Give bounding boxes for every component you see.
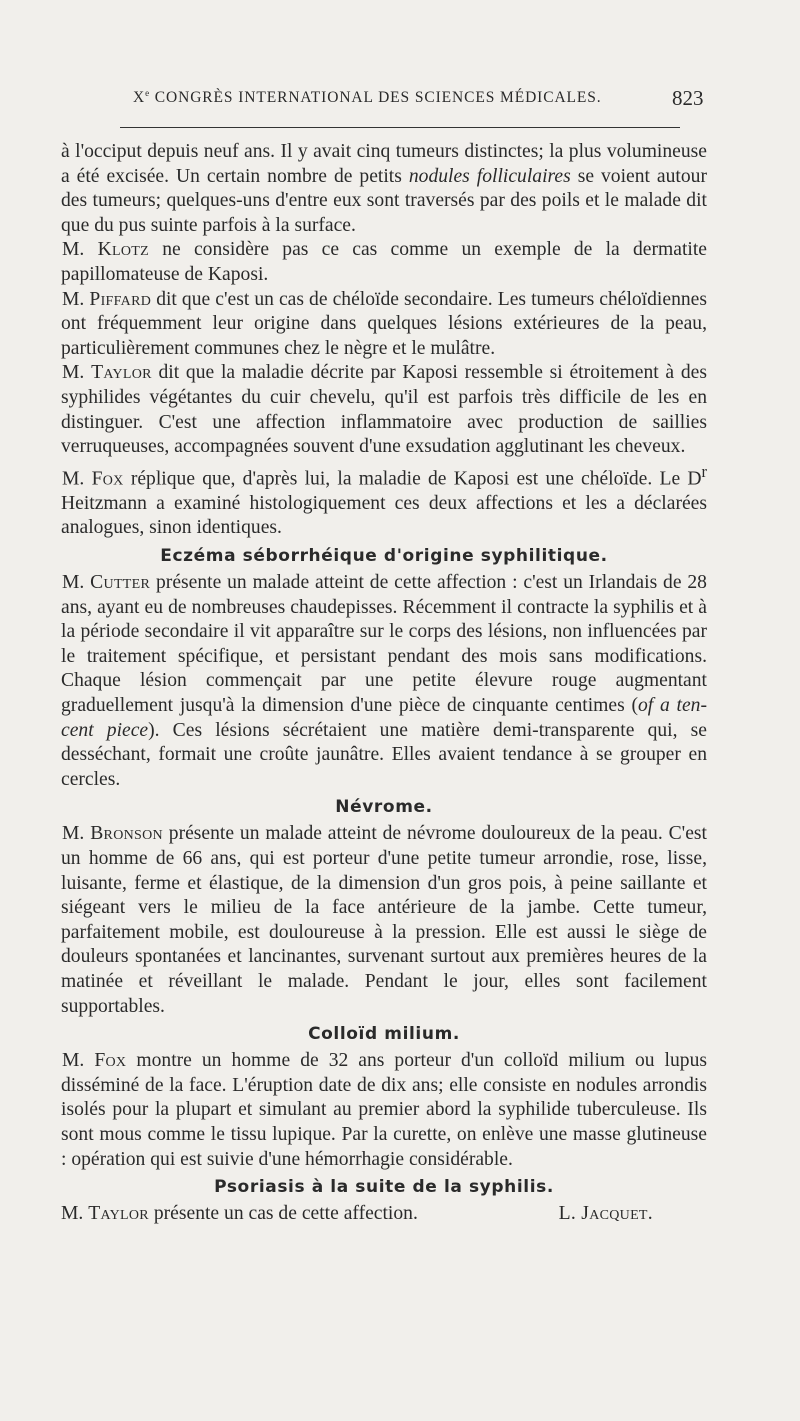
- p6-text-b: ). Ces lésions sécrétaient une matière demi-transparente qui, se desséchant, formait une croûte jaunâtre. Elles avaient tendance à se grouper en cercles.: [61, 719, 707, 790]
- p4-prefix: M.: [62, 362, 92, 384]
- running-head-sup: e: [145, 88, 150, 98]
- p5-text-2: Heitzmann a examiné histologiquement ces deux affections et les a déclarées analogues, sinon identiques.: [61, 492, 707, 539]
- paragraph-2: [61, 238, 707, 287]
- p5-speaker: Fox: [91, 468, 124, 490]
- p6-text-a: présente un malade atteint de cette affection : c'est un Irlandais de 28 ans, ayant eu de nombreuses chaudepisses. Récemment il contracte la syphilis et à la période secondaire il vit apparaître sur le corps des lésions, non influencées par le traitement spécifique, et persistant pendant des mois sans modifications. Chaque lésion commençait par une petite élevure rouge augmentant graduellement jusqu'à la dimension d'une pièce de cinquante centimes (: [61, 572, 707, 716]
- paragraph-3: [61, 288, 707, 362]
- section-title-eczema: Eczéma séborrhéique d'origine syphilitique.: [160, 546, 608, 567]
- p2-prefix: M.: [62, 239, 98, 261]
- running-head-prefix: X: [133, 89, 146, 107]
- section-title-nevrome: Névrome.: [335, 797, 433, 818]
- p9-speaker: Taylor: [88, 1203, 149, 1225]
- p3-speaker: Piffard: [89, 288, 152, 310]
- p9-statement: [61, 1202, 418, 1227]
- page-body: [61, 140, 707, 1227]
- p1-text-b: se voient autour des tumeurs; quelques-uns d'entre eux sont traversés par des poils et le malade dit que du pus suinte parfois à la surface.: [61, 165, 707, 236]
- p4-speaker: Taylor: [91, 362, 152, 384]
- p9-prefix: M.: [61, 1203, 89, 1225]
- author-signature: L. Jacquet.: [558, 1203, 653, 1225]
- header-rule: [120, 127, 680, 128]
- p7-speaker: Bronson: [90, 823, 163, 845]
- p3-text: dit que c'est un cas de chéloïde secondaire. Les tumeurs chéloïdiennes ont fréquemment leur origine dans quelques lésions extérieures de la peau, particulièrement communes chez le nègre et le mulâtre.: [61, 288, 707, 359]
- p8-prefix: M.: [62, 1050, 95, 1072]
- p3-prefix: M.: [62, 288, 90, 310]
- running-head-text: CONGRÈS INTERNATIONAL DES SCIENCES MÉDICALES.: [150, 89, 602, 107]
- p5-text: réplique que, d'après lui, la maladie de Kaposi est une chéloïde. Le D: [123, 468, 702, 490]
- running-head-title: [133, 88, 602, 107]
- p1-text-a: à l'occiput depuis neuf ans. Il y avait cinq tumeurs distinctes; la plus volumineuse a été excisée. Un certain nombre de petits: [61, 141, 707, 187]
- p5-sup: r: [701, 461, 707, 481]
- p2-text: ne considère pas ce cas comme un exemple de la dermatite papillomateuse de Kaposi.: [61, 239, 707, 285]
- section-title-colloid: Colloïd milium.: [308, 1024, 460, 1045]
- p6-italic: of a ten-cent piece: [61, 695, 707, 741]
- page-number: 823: [672, 86, 704, 110]
- paragraph-4: [61, 361, 707, 459]
- paragraph-9: [61, 1202, 707, 1227]
- paragraph-5: [61, 460, 707, 541]
- p8-text: montre un homme de 32 ans porteur d'un colloïd milium ou lupus disséminé de la face. L'éruption date de dix ans; elle consiste en nodules arrondis isolés pour la plupart et simulant au premier abord la syphilide tuberculeuse. Ils sont mous comme le tissu lupique. Par la curette, on enlève une masse glutineuse : opération qui est suivie d'une hémorrhagie considérable.: [61, 1050, 707, 1170]
- running-header: [0, 86, 800, 116]
- paragraph-1: [61, 140, 707, 238]
- p6-speaker: Cutter: [90, 572, 151, 594]
- p2-speaker: Klotz: [97, 239, 149, 261]
- p1-italic: nodules folliculaires: [408, 165, 571, 187]
- p6-prefix: M.: [62, 572, 91, 594]
- p9-text: présente un cas de cette affection.: [148, 1203, 418, 1225]
- p7-prefix: M.: [62, 823, 91, 845]
- p4-text: dit que la maladie décrite par Kaposi ressemble si étroitement à des syphilides végétantes du cuir chevelu, qu'il est parfois très difficile de les en distinguer. C'est une affection inflammatoire avec production de saillies verruqueuses, accompagnées souvent d'une exsudation agglutinant les cheveux.: [61, 362, 707, 458]
- paragraph-6: [61, 571, 707, 792]
- p8-speaker: Fox: [94, 1050, 127, 1072]
- paragraph-7: [61, 822, 707, 1019]
- p7-text: présente un malade atteint de névrome douloureux de la peau. C'est un homme de 66 ans, qui est porteur d'une petite tumeur arrondie, rose, lisse, luisante, ferme et élastique, de la dimension d'un gros pois, à peine saillante et siégeant vers le milieu de la face antérieure de la jambe. Cette tumeur, parfaitement mobile, est douloureuse à la pression. Elle est aussi le siège de douleurs spontanées et lancinantes, survenant surtout aux premières heures de la matinée et réveillant le malade. Pendant le jour, elles sont facilement supportables.: [61, 823, 707, 1017]
- paragraph-8: [61, 1049, 707, 1172]
- section-title-psoriasis: Psoriasis à la suite de la syphilis.: [214, 1177, 554, 1198]
- p5-prefix: M.: [62, 468, 92, 490]
